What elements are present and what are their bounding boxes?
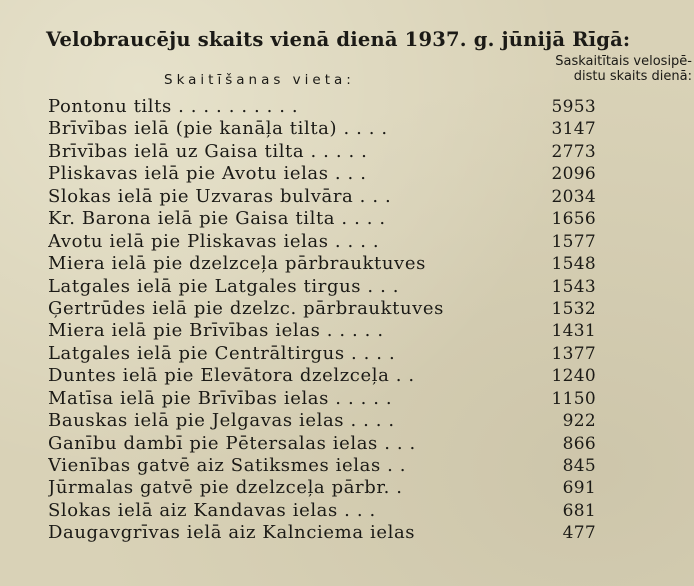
location-cell: Kr. Barona ielā pie Gaisa tilta . . . . — [48, 208, 386, 230]
table-row — [48, 118, 608, 140]
count-header-line-2: distu skaits dienā: — [573, 69, 692, 84]
count-cell: 3147 — [551, 119, 596, 140]
count-cell: 1377 — [551, 343, 596, 364]
location-cell: Slokas ielā pie Uzvaras bulvāra . . . — [48, 185, 392, 207]
count-table — [48, 96, 608, 545]
count-cell: 2773 — [551, 141, 596, 162]
table-row — [48, 388, 608, 410]
location-cell: Pliskavas ielā pie Avotu ielas . . . — [48, 163, 367, 185]
location-cell: Bauskas ielā pie Jelgavas ielas . . . . — [48, 410, 395, 432]
location-cell: Vienības gatvē aiz Satiksmes ielas . . — [48, 455, 407, 476]
count-cell: 2096 — [551, 164, 596, 185]
table-row — [48, 298, 608, 320]
table-row — [48, 96, 608, 118]
count-cell: 1150 — [551, 388, 596, 409]
count-column-header — [496, 54, 692, 84]
count-cell: 866 — [562, 433, 596, 454]
location-cell: Latgales ielā pie Latgales tirgus . . . — [48, 275, 400, 297]
location-cell: Miera ielā pie dzelzceļa pārbrauktuves — [48, 253, 426, 275]
location-cell: Pontonu tilts . . . . . . . . . . — [48, 96, 299, 117]
location-cell: Daugavgrīvas ielā aiz Kalnciema ielas — [48, 522, 416, 544]
count-cell: 691 — [562, 478, 596, 499]
count-cell: 1656 — [551, 209, 596, 230]
count-cell: 1240 — [551, 366, 596, 387]
location-cell: Brīvības ielā (pie kanāļa tilta) . . . . — [48, 118, 388, 140]
count-cell: 477 — [562, 523, 596, 544]
table-row — [48, 343, 608, 365]
count-header-line-1: Saskaitītais velosipē- — [555, 54, 692, 69]
location-cell: Avotu ielā pie Pliskavas ielas . . . . — [48, 230, 380, 252]
count-cell: 5953 — [551, 97, 596, 117]
table-row — [48, 365, 608, 387]
count-cell: 1431 — [551, 321, 596, 342]
table-row — [48, 208, 608, 230]
table-row — [48, 522, 608, 544]
location-cell: Miera ielā pie Brīvības ielas . . . . . — [48, 320, 384, 342]
location-cell: Latgales ielā pie Centrāltirgus . . . . — [48, 342, 396, 364]
table-title: Velobraucēju skaits vienā dienā 1937. g. jūnijā Rīgā: — [46, 28, 631, 51]
table-row — [48, 477, 608, 499]
table-row — [48, 455, 608, 477]
location-cell: Ģertrūdes ielā pie dzelzc. pārbrauktuves — [48, 297, 444, 319]
count-cell: 1577 — [551, 231, 596, 252]
table-row — [48, 163, 608, 185]
table-row — [48, 433, 608, 455]
count-cell: 2034 — [551, 186, 596, 207]
table-row — [48, 231, 608, 253]
count-cell: 1543 — [551, 276, 596, 297]
count-cell: 845 — [562, 456, 596, 476]
table-row — [48, 500, 608, 522]
table-row — [48, 320, 608, 342]
table-row — [48, 253, 608, 275]
location-cell: Slokas ielā aiz Kandavas ielas . . . — [48, 499, 376, 521]
count-cell: 681 — [562, 500, 596, 521]
table-row — [48, 141, 608, 163]
table-row — [48, 186, 608, 208]
location-column-header: Skaitīšanas vieta: — [164, 72, 355, 88]
count-cell: 1532 — [551, 298, 596, 319]
location-cell: Ganību dambī pie Pētersalas ielas . . . — [48, 432, 416, 454]
location-cell: Duntes ielā pie Elevātora dzelzceļa . . — [48, 365, 415, 387]
table-row — [48, 276, 608, 298]
location-cell: Brīvības ielā uz Gaisa tilta . . . . . — [48, 140, 368, 162]
count-cell: 922 — [562, 411, 596, 432]
table-row — [48, 410, 608, 432]
count-cell: 1548 — [551, 254, 596, 275]
location-cell: Matīsa ielā pie Brīvības ielas . . . . . — [48, 387, 393, 409]
location-cell: Jūrmalas gatvē pie dzelzceļa pārbr. . — [48, 477, 403, 499]
